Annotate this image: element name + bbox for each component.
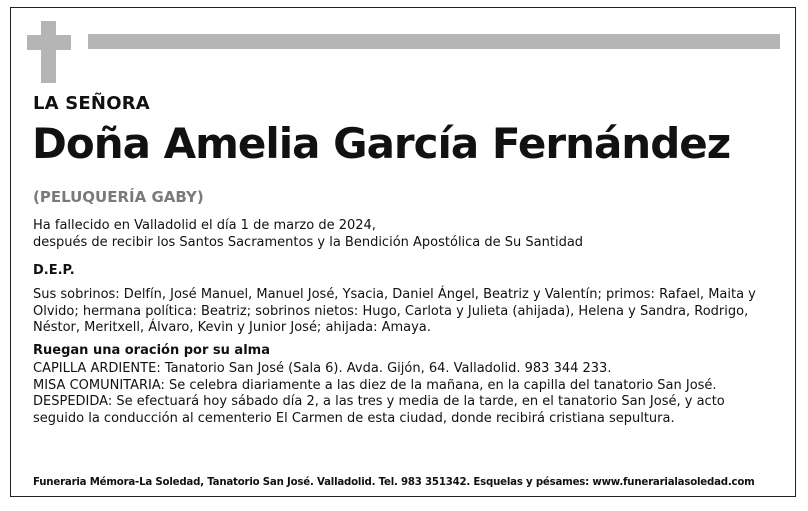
death-line-1: Ha fallecido en Valladolid el día 1 de marzo de 2024,	[33, 218, 376, 233]
death-line-2: después de recibir los Santos Sacramentos y la Bendición Apostólica de Su Santidad	[33, 234, 584, 250]
dep: D.E.P.	[33, 263, 75, 278]
farewell-info: DESPEDIDA: Se efectuará hoy sábado día 2, a las tres y media de la tarde, en el tanatorio San José, y acto seguido la conducción al cementerio El Carmen de esta ciudad, donde recibirá cristiana sepultura.	[33, 394, 725, 426]
alias: (PELUQUERÍA GABY)	[33, 188, 204, 206]
header-rule	[88, 34, 780, 49]
chapel-info: CAPILLA ARDIENTE: Tanatorio San José (Sala 6). Avda. Gijón, 64. Valladolid. 983 344 233.	[33, 361, 612, 376]
cross-horizontal-bar	[27, 35, 71, 50]
prayer-request: Ruegan una oración por su alma	[33, 343, 270, 358]
service-details	[33, 361, 778, 427]
funeral-home-footer: Funeraria Mémora-La Soledad, Tanatorio San José. Valladolid. Tel. 983 351342. Esquelas y pésames: www.funerarialasoledad.com	[33, 477, 755, 488]
death-announcement	[33, 218, 778, 251]
family-list: Sus sobrinos: Delfín, José Manuel, Manuel José, Ysacia, Daniel Ángel, Beatriz y Valentín; primos: Rafael, Maita y Olvido; hermana política: Beatriz; sobrinos nietos: Hugo, Carlota y Julieta (ahijada), Helena y Sandra, Rodrigo, Néstor, Meritxell, Álvaro, Kevin y Junior José; ahijada: Amaya.	[33, 287, 756, 335]
mass-info: MISA COMUNITARIA: Se celebra diariamente a las diez de la mañana, en la capilla del tanatorio San José.	[33, 377, 717, 393]
cross-vertical-bar	[41, 21, 56, 83]
deceased-name: Doña Amelia García Fernández	[32, 119, 731, 168]
honorific: LA SEÑORA	[33, 93, 150, 114]
